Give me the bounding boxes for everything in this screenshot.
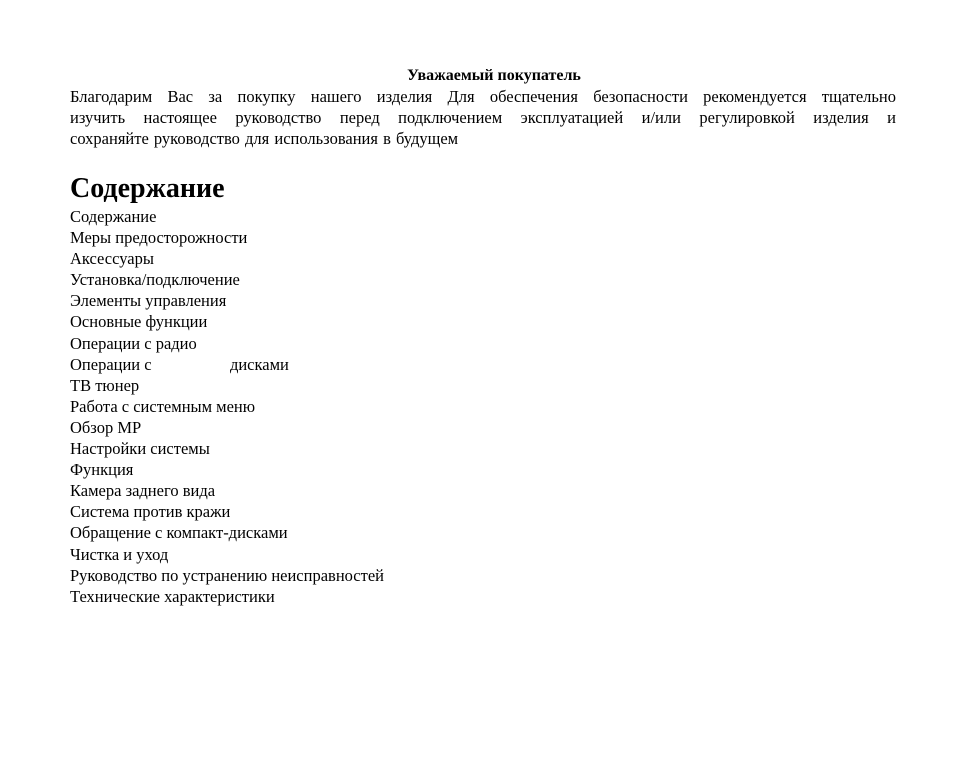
toc-item: Обзор МР (70, 417, 142, 437)
intro-line: Благодарим Вас за покупку нашего изделия Для обеспечения безопасности рекомендуется тщательно (70, 87, 896, 106)
toc-item: Камера заднего вида (70, 481, 216, 501)
intro-line: сохраняйте руководство для использования в будущем (70, 129, 459, 148)
intro-line: изучить настоящее руководство перед подключением эксплуатацией и/или регулировкой изделия и (70, 108, 896, 127)
toc-item: Операции с радио (70, 333, 197, 353)
toc-item: Обращение с компакт-дисками (70, 523, 288, 543)
toc-item: Руководство по устранению неисправностей (70, 565, 384, 585)
toc-item: Элементы управления (70, 291, 227, 311)
greeting-title: Уважаемый покупатель (407, 67, 581, 84)
toc-item: Технические характеристики (70, 586, 275, 606)
toc-item: Основные функции (70, 312, 208, 332)
toc-item: Настройки системы (70, 439, 210, 459)
toc-item: Чистка и уход (70, 544, 169, 564)
toc-item: Операции с дисками (70, 354, 289, 374)
toc-item: Меры предосторожности (70, 228, 248, 248)
toc-item: Аксессуары (70, 249, 154, 269)
toc-item: ТВ тюнер (70, 375, 140, 395)
toc-heading: Содержание (70, 173, 225, 204)
toc-item: Функция (70, 460, 134, 480)
toc-list (70, 206, 896, 607)
toc-item: Установка/подключение (70, 270, 240, 290)
toc-item: Содержание (70, 207, 157, 226)
toc-item: Работа с системным меню (70, 396, 256, 416)
toc-item: Система против кражи (70, 502, 231, 522)
document-page (70, 66, 896, 607)
intro-paragraph (70, 86, 896, 149)
